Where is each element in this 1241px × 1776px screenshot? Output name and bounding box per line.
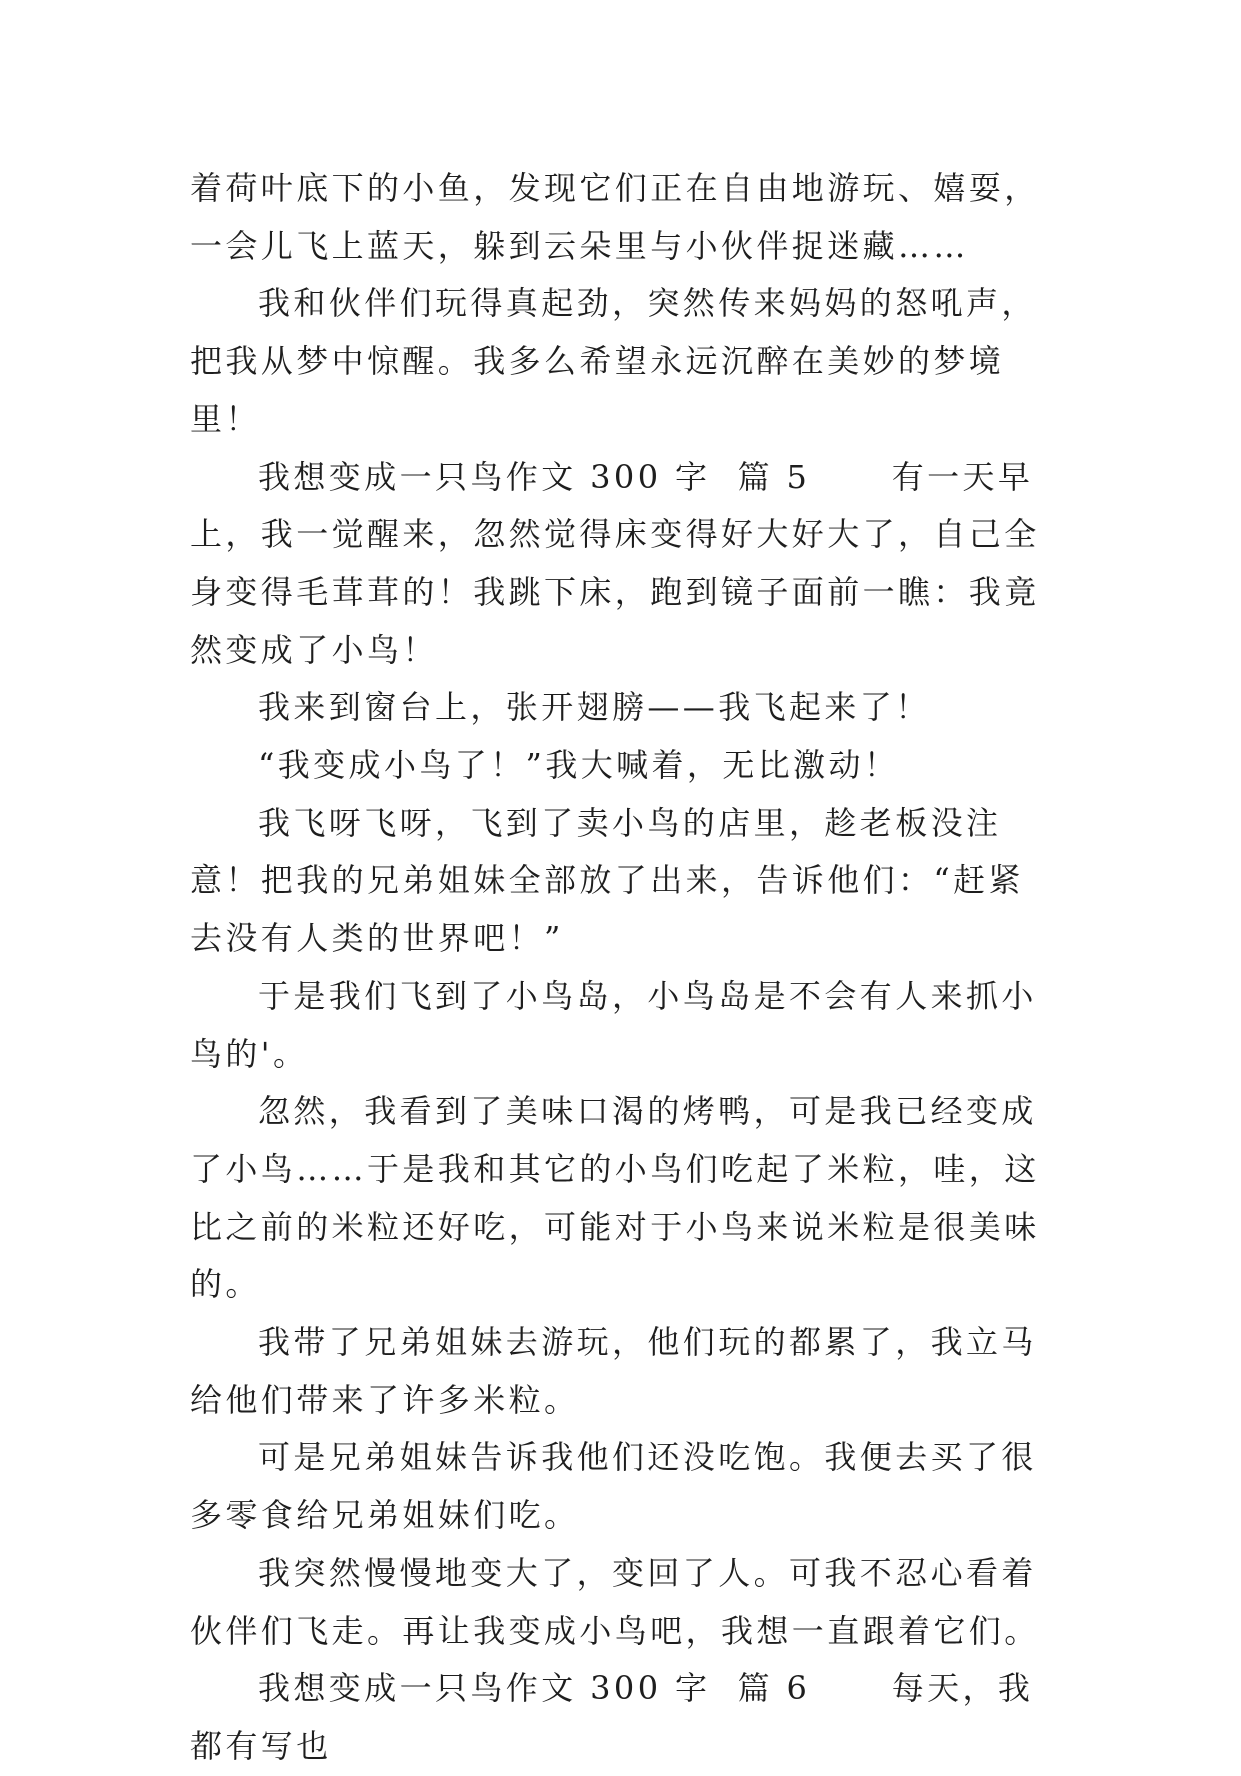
paragraph: 我和伙伴们玩得真起劲，突然传来妈妈的怒吼声，把我从梦中惊醒。我多么希望永远沉醉在美妙的梦境里！ — [190, 284, 1037, 438]
paragraph: 我飞呀飞呀，飞到了卖小鸟的店里，趁老板没注意！把我的兄弟姐妹全部放了出来，告诉他们：“赶紧去没有人类的世界吧！” — [190, 803, 1024, 958]
section-heading-paragraph: 我想变成一只鸟作文 300 字 篇 6 每天，我都有写也 — [190, 1669, 1034, 1765]
paragraph: 于是我们飞到了小鸟岛，小鸟岛是不会有人来抓小鸟的'。 — [190, 976, 1037, 1073]
paragraph: 忽然，我看到了美味口渴的烤鸭，可是我已经变成了小鸟……于是我和其它的小鸟们吃起了米粒，哇，这比之前的米粒还好吃，可能对于小鸟来说米粒是很美味的。 — [190, 1092, 1040, 1304]
paragraph: 我来到窗台上，张开翅膀——我飞起来了！ — [258, 688, 931, 727]
paragraph: 可是兄弟姐妹告诉我他们还没吃饱。我便去买了很多零食给兄弟姐妹们吃。 — [190, 1438, 1037, 1535]
paragraph-continued: 着荷叶底下的小鱼，发现它们正在自由地游玩、嬉耍，一会儿飞上蓝天，躲到云朵里与小伙伴捉迷藏…… — [190, 169, 1040, 265]
paragraph: 我带了兄弟姐妹去游玩，他们玩的都累了，我立马给他们带来了许多米粒。 — [190, 1323, 1037, 1419]
document-body — [190, 160, 1050, 1776]
section-heading-paragraph: 我想变成一只鸟作文 300 字 篇 5 有一天早上，我一觉醒来，忽然觉得床变得好大好大了，自己全身变得毛茸茸的！我跳下床，跑到镜子面前一瞧：我竟然变成了小鸟！ — [190, 457, 1040, 669]
paragraph: 我突然慢慢地变大了，变回了人。可我不忍心看着伙伴们飞走。再让我变成小鸟吧，我想一直跟着它们。 — [190, 1553, 1040, 1650]
paragraph: “我变成小鸟了！”我大喊着，无比激动！ — [258, 746, 900, 785]
